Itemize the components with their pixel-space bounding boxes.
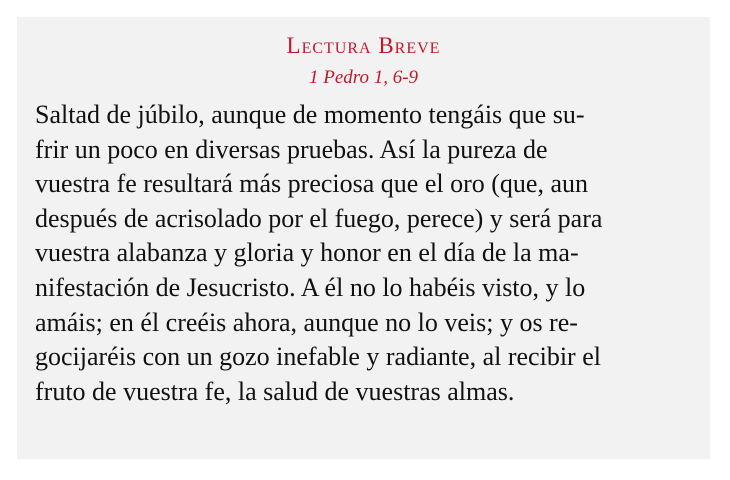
reading-line: vuestra alabanza y gloria y honor en el día de la ma- xyxy=(35,238,579,268)
reading-line: después de acrisolado por el fuego, perece) y será para xyxy=(35,203,603,233)
reading-body xyxy=(35,98,695,409)
reading-line: Saltad de júbilo, aunque de momento tengáis que su- xyxy=(35,100,585,129)
reading-line: amáis; en él creéis ahora, aunque no lo veis; y os re- xyxy=(35,307,578,337)
reading-line: gocijaréis con un gozo inefable y radiante, al recibir el xyxy=(35,342,601,372)
reading-line: vuestra fe resultará más preciosa que el oro (que, aun xyxy=(35,169,588,199)
reading-title: Lectura Breve xyxy=(286,33,441,58)
scripture-reference: 1 Pedro 1, 6-9 xyxy=(308,67,419,88)
reading-line: nifestación de Jesucristo. A él no lo habéis visto, y lo xyxy=(35,272,586,302)
reading-card xyxy=(17,17,710,459)
reading-line: fruto de vuestra fe, la salud de vuestras almas. xyxy=(35,376,515,406)
reading-line: frir un poco en diversas pruebas. Así la pureza de xyxy=(35,134,548,164)
